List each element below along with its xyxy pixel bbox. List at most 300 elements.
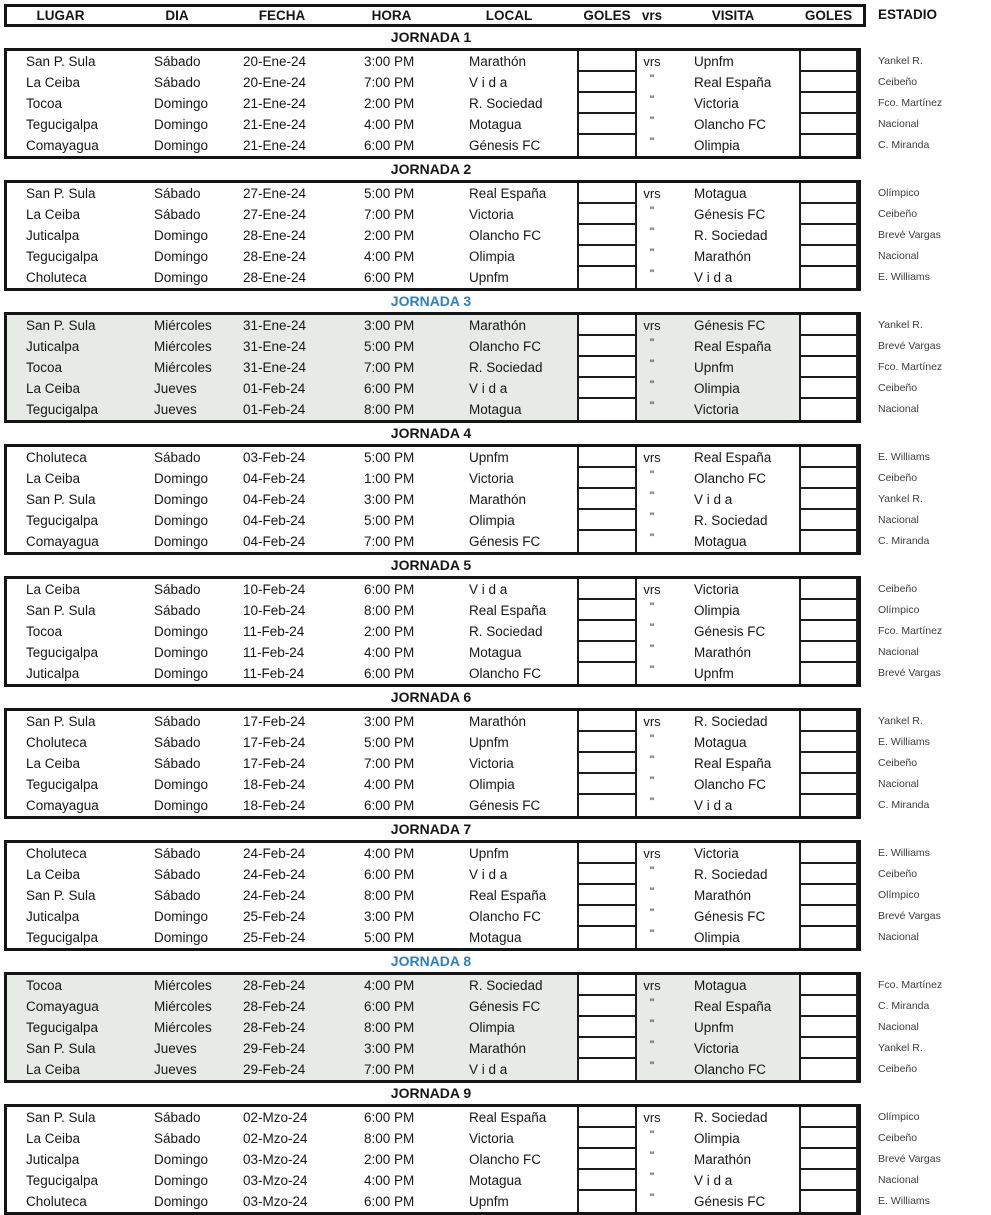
cell-lugar: La Ceiba <box>26 582 81 597</box>
cell-hora: 5:00 PM <box>364 930 415 945</box>
vrs-mark: " <box>649 662 655 677</box>
cell-local-team: Victoria <box>469 1131 514 1146</box>
goles-local-box[interactable] <box>577 1059 637 1080</box>
cell-fecha: 17-Feb-24 <box>243 714 306 729</box>
cell-hora: 5:00 PM <box>364 450 415 465</box>
jornada-block <box>4 180 861 291</box>
goles-local-box[interactable] <box>577 246 637 267</box>
match-row <box>7 336 858 357</box>
cell-fecha: 24-Feb-24 <box>243 867 306 882</box>
cell-lugar: La Ceiba <box>26 867 81 882</box>
goles-visita-box[interactable] <box>799 774 858 795</box>
goles-visita-box[interactable] <box>799 336 858 357</box>
vrs-mark: vrs <box>643 1110 661 1125</box>
goles-visita-box[interactable] <box>799 1059 858 1080</box>
cell-visita-team: Olimpia <box>694 138 740 153</box>
cell-hora: 4:00 PM <box>364 249 415 264</box>
cell-dia: Domingo <box>154 1152 209 1167</box>
goles-local-box[interactable] <box>577 795 637 816</box>
column-header-estadio: ESTADIO <box>878 7 938 22</box>
cell-fecha: 02-Mzo-24 <box>243 1110 308 1125</box>
cell-local-team: Marathón <box>469 492 527 507</box>
cell-local-team: Génesis FC <box>469 798 541 813</box>
cell-visita-team: R. Sociedad <box>694 714 768 729</box>
jornada-title: JORNADA 4 <box>390 425 472 441</box>
goles-local-box[interactable] <box>577 621 637 642</box>
cell-dia: Jueves <box>154 1062 197 1077</box>
goles-local-box[interactable] <box>577 1128 637 1149</box>
cell-dia: Domingo <box>154 492 209 507</box>
goles-visita-box[interactable] <box>799 885 858 906</box>
cell-local-team: Marathón <box>469 54 527 69</box>
goles-local-box[interactable] <box>577 927 637 948</box>
cell-lugar: Tocoa <box>26 360 63 375</box>
cell-dia: Domingo <box>154 117 209 132</box>
cell-dia: Sábado <box>154 1110 201 1125</box>
goles-visita-box[interactable] <box>799 1128 858 1149</box>
goles-local-box[interactable] <box>577 864 637 885</box>
goles-local-box[interactable] <box>577 72 637 93</box>
goles-local-box[interactable] <box>577 267 637 288</box>
estadio-label: Ceibeño <box>878 382 918 394</box>
estadio-label: Nacional <box>878 1021 919 1033</box>
goles-visita-box[interactable] <box>799 1107 858 1128</box>
cell-local-team: Real España <box>469 888 547 903</box>
match-row <box>7 579 858 600</box>
cell-hora: 4:00 PM <box>364 777 415 792</box>
cell-dia: Domingo <box>154 645 209 660</box>
goles-visita-box[interactable] <box>799 1170 858 1191</box>
cell-lugar: Choluteca <box>26 846 87 861</box>
estadio-label: Ceibeño <box>878 757 918 769</box>
cell-dia: Sábado <box>154 207 201 222</box>
vrs-mark: vrs <box>643 450 661 465</box>
cell-local-team: Upnfm <box>469 1194 509 1209</box>
vrs-mark: " <box>649 731 655 746</box>
cell-dia: Domingo <box>154 798 209 813</box>
cell-fecha: 20-Ene-24 <box>243 54 307 69</box>
goles-local-box[interactable] <box>577 378 637 399</box>
jornada-section <box>0 159 991 291</box>
cell-lugar: San P. Sula <box>26 603 96 618</box>
cell-dia: Sábado <box>154 714 201 729</box>
jornada-title: JORNADA 8 <box>390 953 472 969</box>
goles-local-box[interactable] <box>577 600 637 621</box>
goles-local-box[interactable] <box>577 975 637 996</box>
match-row <box>7 600 858 621</box>
vrs-mark: " <box>649 266 655 281</box>
cell-fecha: 18-Feb-24 <box>243 777 306 792</box>
cell-local-team: Olancho FC <box>469 909 542 924</box>
cell-hora: 1:00 PM <box>364 471 415 486</box>
cell-dia: Domingo <box>154 666 209 681</box>
cell-local-team: Olimpia <box>469 777 515 792</box>
cell-local-team: Motagua <box>469 930 522 945</box>
goles-local-box[interactable] <box>577 336 637 357</box>
vrs-mark: " <box>649 1058 655 1073</box>
cell-hora: 4:00 PM <box>364 1173 415 1188</box>
match-row <box>7 183 858 204</box>
estadio-label: Ceibeño <box>878 868 918 880</box>
goles-local-box[interactable] <box>577 663 637 684</box>
cell-dia: Sábado <box>154 582 201 597</box>
goles-visita-box[interactable] <box>799 1149 858 1170</box>
goles-visita-box[interactable] <box>799 447 858 468</box>
goles-local-box[interactable] <box>577 1107 637 1128</box>
cell-hora: 7:00 PM <box>364 75 415 90</box>
cell-fecha: 17-Feb-24 <box>243 756 306 771</box>
goles-local-box[interactable] <box>577 489 637 510</box>
goles-visita-box[interactable] <box>799 204 858 225</box>
goles-local-box[interactable] <box>577 225 637 246</box>
estadio-label: C. Miranda <box>878 535 930 547</box>
goles-visita-box[interactable] <box>799 1191 858 1212</box>
goles-local-box[interactable] <box>577 1191 637 1212</box>
vrs-mark: vrs <box>643 318 661 333</box>
estadio-label: Ceibeño <box>878 1063 918 1075</box>
jornada-block <box>4 840 861 951</box>
jornada-title: JORNADA 6 <box>390 689 472 705</box>
cell-fecha: 11-Feb-24 <box>243 666 305 681</box>
cell-visita-team: V i d a <box>694 270 733 285</box>
cell-local-team: Olancho FC <box>469 666 542 681</box>
estadio-label: Nacional <box>878 778 919 790</box>
cell-dia: Miércoles <box>154 978 212 993</box>
vrs-mark: " <box>649 398 655 413</box>
cell-lugar: Tocoa <box>26 978 63 993</box>
estadio-column <box>878 51 988 156</box>
goles-local-box[interactable] <box>577 183 637 204</box>
goles-visita-box[interactable] <box>799 489 858 510</box>
cell-hora: 7:00 PM <box>364 207 415 222</box>
goles-visita-box[interactable] <box>799 183 858 204</box>
cell-fecha: 18-Feb-24 <box>243 798 306 813</box>
cell-visita-team: Real España <box>694 450 772 465</box>
goles-visita-box[interactable] <box>799 378 858 399</box>
estadio-label: Brevé Vargas <box>878 1153 941 1165</box>
jornada-block <box>4 1104 861 1215</box>
estadio-label: Nacional <box>878 646 919 658</box>
goles-visita-box[interactable] <box>799 93 858 114</box>
vrs-mark: vrs <box>643 54 661 69</box>
cell-lugar: San P. Sula <box>26 54 96 69</box>
goles-visita-box[interactable] <box>799 531 858 552</box>
cell-lugar: Tocoa <box>26 624 63 639</box>
estadio-label: Nacional <box>878 250 919 262</box>
cell-fecha: 17-Feb-24 <box>243 735 306 750</box>
match-row <box>7 1059 858 1080</box>
estadio-label: Brevé Vargas <box>878 910 941 922</box>
cell-hora: 6:00 PM <box>364 867 415 882</box>
goles-local-box[interactable] <box>577 1038 637 1059</box>
jornada-block <box>4 708 861 819</box>
cell-visita-team: Génesis FC <box>694 624 766 639</box>
cell-hora: 6:00 PM <box>364 999 415 1014</box>
cell-fecha: 10-Feb-24 <box>243 603 306 618</box>
goles-local-box[interactable] <box>577 531 637 552</box>
goles-local-box[interactable] <box>577 885 637 906</box>
goles-local-box[interactable] <box>577 357 637 378</box>
goles-local-box[interactable] <box>577 468 637 489</box>
cell-local-team: V i d a <box>469 582 508 597</box>
cell-fecha: 24-Feb-24 <box>243 888 306 903</box>
goles-visita-box[interactable] <box>799 135 858 156</box>
vrs-mark: " <box>649 599 655 614</box>
column-header-local: LOCAL <box>485 8 533 23</box>
jornada-title: JORNADA 9 <box>390 1085 472 1101</box>
jornada-title: JORNADA 7 <box>390 821 472 837</box>
cell-visita-team: Real España <box>694 999 772 1014</box>
estadio-column <box>878 183 988 288</box>
estadio-label: Nacional <box>878 1174 919 1186</box>
cell-lugar: San P. Sula <box>26 492 96 507</box>
goles-local-box[interactable] <box>577 447 637 468</box>
goles-visita-box[interactable] <box>799 114 858 135</box>
match-row <box>7 531 858 552</box>
cell-visita-team: Victoria <box>694 1041 739 1056</box>
goles-local-box[interactable] <box>577 843 637 864</box>
goles-visita-box[interactable] <box>799 642 858 663</box>
goles-visita-box[interactable] <box>799 1017 858 1038</box>
cell-dia: Sábado <box>154 603 201 618</box>
estadio-label: Fco. Martínez <box>878 361 943 373</box>
goles-local-box[interactable] <box>577 642 637 663</box>
cell-hora: 4:00 PM <box>364 645 415 660</box>
cell-hora: 5:00 PM <box>364 735 415 750</box>
goles-visita-box[interactable] <box>799 579 858 600</box>
estadio-label: E. Williams <box>878 451 930 463</box>
estadio-label: Yankel R. <box>878 55 923 67</box>
goles-local-box[interactable] <box>577 51 637 72</box>
cell-dia: Domingo <box>154 96 209 111</box>
vrs-mark: " <box>649 995 655 1010</box>
goles-visita-box[interactable] <box>799 927 858 948</box>
cell-lugar: Tegucigalpa <box>26 777 99 792</box>
goles-local-box[interactable] <box>577 204 637 225</box>
vrs-mark: " <box>649 620 655 635</box>
cell-lugar: La Ceiba <box>26 1062 81 1077</box>
cell-lugar: Comayagua <box>26 534 99 549</box>
goles-local-box[interactable] <box>577 732 637 753</box>
cell-local-team: Génesis FC <box>469 138 541 153</box>
cell-lugar: Tegucigalpa <box>26 402 99 417</box>
cell-fecha: 31-Ene-24 <box>243 318 307 333</box>
estadio-column <box>878 1107 988 1212</box>
cell-visita-team: R. Sociedad <box>694 513 768 528</box>
goles-visita-box[interactable] <box>799 621 858 642</box>
cell-hora: 2:00 PM <box>364 228 415 243</box>
cell-visita-team: Marathón <box>694 1152 752 1167</box>
goles-local-box[interactable] <box>577 579 637 600</box>
goles-visita-box[interactable] <box>799 600 858 621</box>
match-row <box>7 642 858 663</box>
vrs-mark: " <box>649 224 655 239</box>
cell-dia: Sábado <box>154 450 201 465</box>
cell-hora: 2:00 PM <box>364 624 415 639</box>
match-row <box>7 399 858 420</box>
cell-lugar: Tegucigalpa <box>26 249 99 264</box>
goles-visita-box[interactable] <box>799 711 858 732</box>
cell-dia: Sábado <box>154 54 201 69</box>
goles-visita-box[interactable] <box>799 906 858 927</box>
goles-visita-box[interactable] <box>799 843 858 864</box>
cell-hora: 3:00 PM <box>364 318 415 333</box>
cell-visita-team: Real España <box>694 75 772 90</box>
goles-local-box[interactable] <box>577 510 637 531</box>
estadio-label: Nacional <box>878 118 919 130</box>
cell-visita-team: Génesis FC <box>694 207 766 222</box>
cell-local-team: V i d a <box>469 381 508 396</box>
goles-visita-box[interactable] <box>799 795 858 816</box>
column-header-hora: HORA <box>371 8 412 23</box>
cell-visita-team: Victoria <box>694 846 739 861</box>
goles-local-box[interactable] <box>577 906 637 927</box>
vrs-mark: " <box>649 1148 655 1163</box>
goles-local-box[interactable] <box>577 1149 637 1170</box>
cell-local-team: Génesis FC <box>469 999 541 1014</box>
goles-local-box[interactable] <box>577 774 637 795</box>
cell-fecha: 25-Feb-24 <box>243 909 306 924</box>
goles-visita-box[interactable] <box>799 996 858 1017</box>
cell-local-team: V i d a <box>469 1062 508 1077</box>
cell-fecha: 28-Ene-24 <box>243 228 307 243</box>
estadio-label: Nacional <box>878 514 919 526</box>
cell-dia: Domingo <box>154 1194 209 1209</box>
cell-fecha: 04-Feb-24 <box>243 534 306 549</box>
cell-visita-team: Olancho FC <box>694 117 767 132</box>
cell-visita-team: V i d a <box>694 798 733 813</box>
goles-visita-box[interactable] <box>799 975 858 996</box>
goles-visita-box[interactable] <box>799 246 858 267</box>
cell-local-team: Motagua <box>469 1173 522 1188</box>
match-row <box>7 93 858 114</box>
estadio-label: Yankel R. <box>878 319 923 331</box>
match-row <box>7 51 858 72</box>
cell-local-team: Olimpia <box>469 249 515 264</box>
match-row <box>7 795 858 816</box>
cell-fecha: 31-Ene-24 <box>243 360 307 375</box>
goles-visita-box[interactable] <box>799 51 858 72</box>
match-row <box>7 1191 858 1212</box>
match-row <box>7 663 858 684</box>
match-row <box>7 447 858 468</box>
goles-visita-box[interactable] <box>799 510 858 531</box>
cell-hora: 8:00 PM <box>364 1131 415 1146</box>
estadio-label: Yankel R. <box>878 715 923 727</box>
cell-dia: Miércoles <box>154 318 212 333</box>
match-row <box>7 246 858 267</box>
estadio-label: Olímpico <box>878 187 920 199</box>
cell-local-team: Upnfm <box>469 846 509 861</box>
cell-hora: 7:00 PM <box>364 756 415 771</box>
cell-lugar: Juticalpa <box>26 1152 80 1167</box>
goles-visita-box[interactable] <box>799 1038 858 1059</box>
vrs-mark: " <box>649 488 655 503</box>
cell-hora: 6:00 PM <box>364 138 415 153</box>
jornada-section <box>0 27 991 159</box>
cell-visita-team: Marathón <box>694 249 752 264</box>
cell-local-team: Olimpia <box>469 1020 515 1035</box>
cell-visita-team: Olimpia <box>694 603 740 618</box>
goles-local-box[interactable] <box>577 996 637 1017</box>
jornada-section <box>0 951 991 1083</box>
goles-local-box[interactable] <box>577 135 637 156</box>
cell-lugar: Tegucigalpa <box>26 1173 99 1188</box>
cell-local-team: Real España <box>469 603 547 618</box>
cell-local-team: Olancho FC <box>469 1152 542 1167</box>
cell-visita-team: Génesis FC <box>694 318 766 333</box>
jornada-section <box>0 291 991 423</box>
cell-local-team: Olimpia <box>469 513 515 528</box>
goles-visita-box[interactable] <box>799 225 858 246</box>
cell-fecha: 04-Feb-24 <box>243 471 306 486</box>
goles-visita-box[interactable] <box>799 357 858 378</box>
match-row <box>7 1149 858 1170</box>
goles-local-box[interactable] <box>577 399 637 420</box>
cell-lugar: La Ceiba <box>26 381 81 396</box>
estadio-label: C. Miranda <box>878 799 930 811</box>
estadio-label: Brevé Vargas <box>878 340 941 352</box>
estadio-label: E. Williams <box>878 847 930 859</box>
cell-hora: 2:00 PM <box>364 96 415 111</box>
goles-local-box[interactable] <box>577 1170 637 1191</box>
cell-lugar: Juticalpa <box>26 909 80 924</box>
cell-local-team: Real España <box>469 1110 547 1125</box>
cell-lugar: La Ceiba <box>26 207 81 222</box>
estadio-label: Yankel R. <box>878 493 923 505</box>
cell-fecha: 27-Ene-24 <box>243 186 307 201</box>
goles-local-box[interactable] <box>577 711 637 732</box>
cell-visita-team: Olimpia <box>694 381 740 396</box>
jornada-title: JORNADA 5 <box>390 557 472 573</box>
cell-local-team: Real España <box>469 186 547 201</box>
cell-lugar: Tegucigalpa <box>26 645 99 660</box>
goles-visita-box[interactable] <box>799 468 858 489</box>
cell-fecha: 28-Ene-24 <box>243 249 307 264</box>
cell-local-team: R. Sociedad <box>469 624 543 639</box>
goles-visita-box[interactable] <box>799 864 858 885</box>
vrs-mark: " <box>649 113 655 128</box>
goles-local-box[interactable] <box>577 315 637 336</box>
cell-local-team: R. Sociedad <box>469 96 543 111</box>
goles-visita-box[interactable] <box>799 315 858 336</box>
match-row <box>7 204 858 225</box>
goles-local-box[interactable] <box>577 114 637 135</box>
goles-local-box[interactable] <box>577 1017 637 1038</box>
goles-visita-box[interactable] <box>799 72 858 93</box>
cell-fecha: 25-Feb-24 <box>243 930 306 945</box>
match-row <box>7 315 858 336</box>
cell-dia: Miércoles <box>154 339 212 354</box>
cell-lugar: Comayagua <box>26 798 99 813</box>
estadio-column <box>878 447 988 552</box>
match-row <box>7 1017 858 1038</box>
goles-visita-box[interactable] <box>799 753 858 774</box>
goles-local-box[interactable] <box>577 753 637 774</box>
vrs-mark: " <box>649 335 655 350</box>
goles-visita-box[interactable] <box>799 732 858 753</box>
goles-visita-box[interactable] <box>799 399 858 420</box>
cell-fecha: 03-Mzo-24 <box>243 1152 308 1167</box>
cell-fecha: 03-Mzo-24 <box>243 1173 308 1188</box>
goles-visita-box[interactable] <box>799 663 858 684</box>
table-header-row <box>4 4 866 27</box>
goles-local-box[interactable] <box>577 93 637 114</box>
cell-dia: Sábado <box>154 735 201 750</box>
cell-lugar: Juticalpa <box>26 339 80 354</box>
goles-visita-box[interactable] <box>799 267 858 288</box>
match-row <box>7 774 858 795</box>
